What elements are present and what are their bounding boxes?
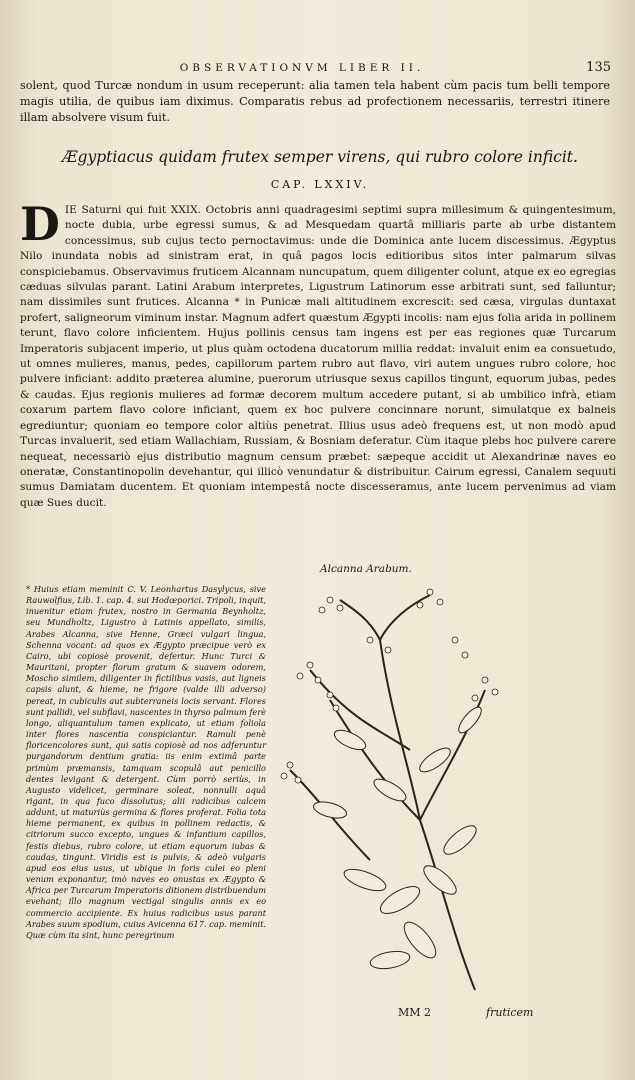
plant-illustration <box>270 580 520 1000</box>
page-number: 135 <box>586 60 611 75</box>
catchword: fruticem <box>486 1006 534 1019</box>
signature-mark: MM 2 <box>398 1006 432 1019</box>
running-title: OBSERVATIONVM LIBER II. <box>179 62 425 74</box>
intro-paragraph: solent, quod Turcæ nondum in usum receperunt: alia tamen tela habent cùm pacis tum belli tempore magis utilia, de quibus iam diximus. Comparatis rebus ad profectionem necessariis, terrestri itinere illam absolvere visum fuit. <box>20 79 610 124</box>
body-paragraph <box>20 197 616 511</box>
figure-caption: Alcanna Arabum. <box>320 563 412 575</box>
chapter-heading: CAP. LXXIV. <box>270 178 370 191</box>
drop-cap: D <box>20 197 60 251</box>
footnote: * Huius etiam meminit C. V. Leonhartus Dasylycus, sive Rauwolfius, Lib. 1. cap. 4. sui Hodœporici. Tripoli, inquit, inuenitur etiam frutex, nostro in Germania Beynholtz, seu Mundholtz, Ligustro à Latinis appellato, similis, Arabes Alcanna, sive Henne, Græci vulgari lingua, Schenna vocant: ad quos ex Ægypto præcipue verò ex Cairo, ubi copiosè provenit, defertur. Hunc Turci & Mauritani, propter florum gratum & suavem odorem, Moscho similem, diligenter in fictilibus vasis, aut ligneis capsis alunt, & hieme, ne frigore (valde illi adverso) pereat, in cubiculis aut subterraneis locis servant. Flores sunt pallidi, vel subflavi, nascentes in thyrso palmum ferè longo, aliquantulum tamen explicato, ut etiam foliola inter flores nascentia conspiciantur. Ramuli penè floricencolores sunt, qui satis copiosè ad nos adferuntur purgandorum dentium gratia: iis enim extimâ parte primùm præmansis, tamquam scopulâ aut penicillo dentes levigant & detergent. Cùm porrò seriùs, in Augusto videlicet, germinare soleat, nonnulli aquâ rigant, in qua fuco dissolutus; alii radicibus calcem addunt, ut maturiùs germina & flores proferat. Folia tota hieme permanent, ex quibus in pollinem redactis, & citriorum succo excepto, ungues & infantium capillos, festis diebus, rubro colore, ut etiam equorum iubas & caudas, tingunt. Viridis est is pulvis, & adeò vulgaris apud eos eius usus, ut ubique in foris culei eo pleni venum exponantur, imò naves eo onustas ex Ægypto & Africa per Turcarum Imperatoris ditionem distribuendum evehant; illo magnum vectigal singulis annis ex eo commercio accipiente. Ex huius radicibus usus parant Arabes suum spodium, cuius Avicenna 617. cap. meminit. Quæ cùm ita sint, hunc peregrinum <box>26 584 266 940</box>
body-text: IE Saturni qui fuit XXIX. Octobris anni quadragesimi septimi supra millesimum & quingentesimum, nocte dubia, urbe egressi sumus, & ad Mesquedam quartâ milliaris parte ab urbe distantem concessimus, sub cujus tecto pernoctavimus: unde die Dominica ante lucem discessimus. Ægyptus Nilo inundata nobis ad sinistram erat, in quâ pagos locis editioribus sitos inter palmarum silvas conspiciebamus. Observavimus fruticem Alcannam nuncupatum, quem diligenter colunt, atque ex eo egregias cæduas silvulas parant. Latini Arabum interpretes, Ligustrum Latinorum esse arbitrati sunt, sed falluntur; nam dissimiles sunt frutices. Alcanna * in Punicæ mali altitudinem excrescit: sed cæsa, virgulas duntaxat profert, saligneorum viminum instar. Magnum adfert quæstum Ægypti incolis: nam ejus folia arida in pollinem terunt, flavo colore inficientem. Hujus pollinis census tam ingens est per eas regiones quæ Turcarum Imperatoris subjacent imperio, ut plus quàm octodena ducatorum millia reddat: invaluit enim ea consuetudo, ut omnes mulieres, manus, pedes, capillorum partem rubro aut flavo, viri autem ungues rubro colore, hoc pulvere inficiant: addito præterea alumine, puerorum utriusque sexus capillos tingunt, equorum jubas, pedes & caudas. Ejus regionis mulieres ad formæ decorem multum accedere putant, si ab umbilico infrà, etiam coxarum partem flavo colore inficiant, quem ex hoc pulvere concinnare norunt, simulatque ex balneis egrediuntur; quoniam eo tempore color altiùs penetrat. Illius usus adeò frequens est, ut non modò apud Turcas invaluerit, sed etiam Wallachiam, Russiam, & Bosniam deferatur. Cùm itaque plebs hoc pulvere carere nequeat, necessariò ejus distributio magnum censum præbet: sæpeque accidit ut Alexandrinæ naves eo oneratæ, Constantinopolin devehantur, qui illicò venundatur & distribuitur. Cairum egressi, Canalem sequuti sumus Damiatam ducentem. Et quoniam intempestâ nocte discesseramus, ante lucem pervenimus ad viam quæ Sues ducit. <box>20 204 616 509</box>
section-title: Ægyptiacus quidam frutex semper virens, qui rubro colore inficit. <box>62 148 578 166</box>
